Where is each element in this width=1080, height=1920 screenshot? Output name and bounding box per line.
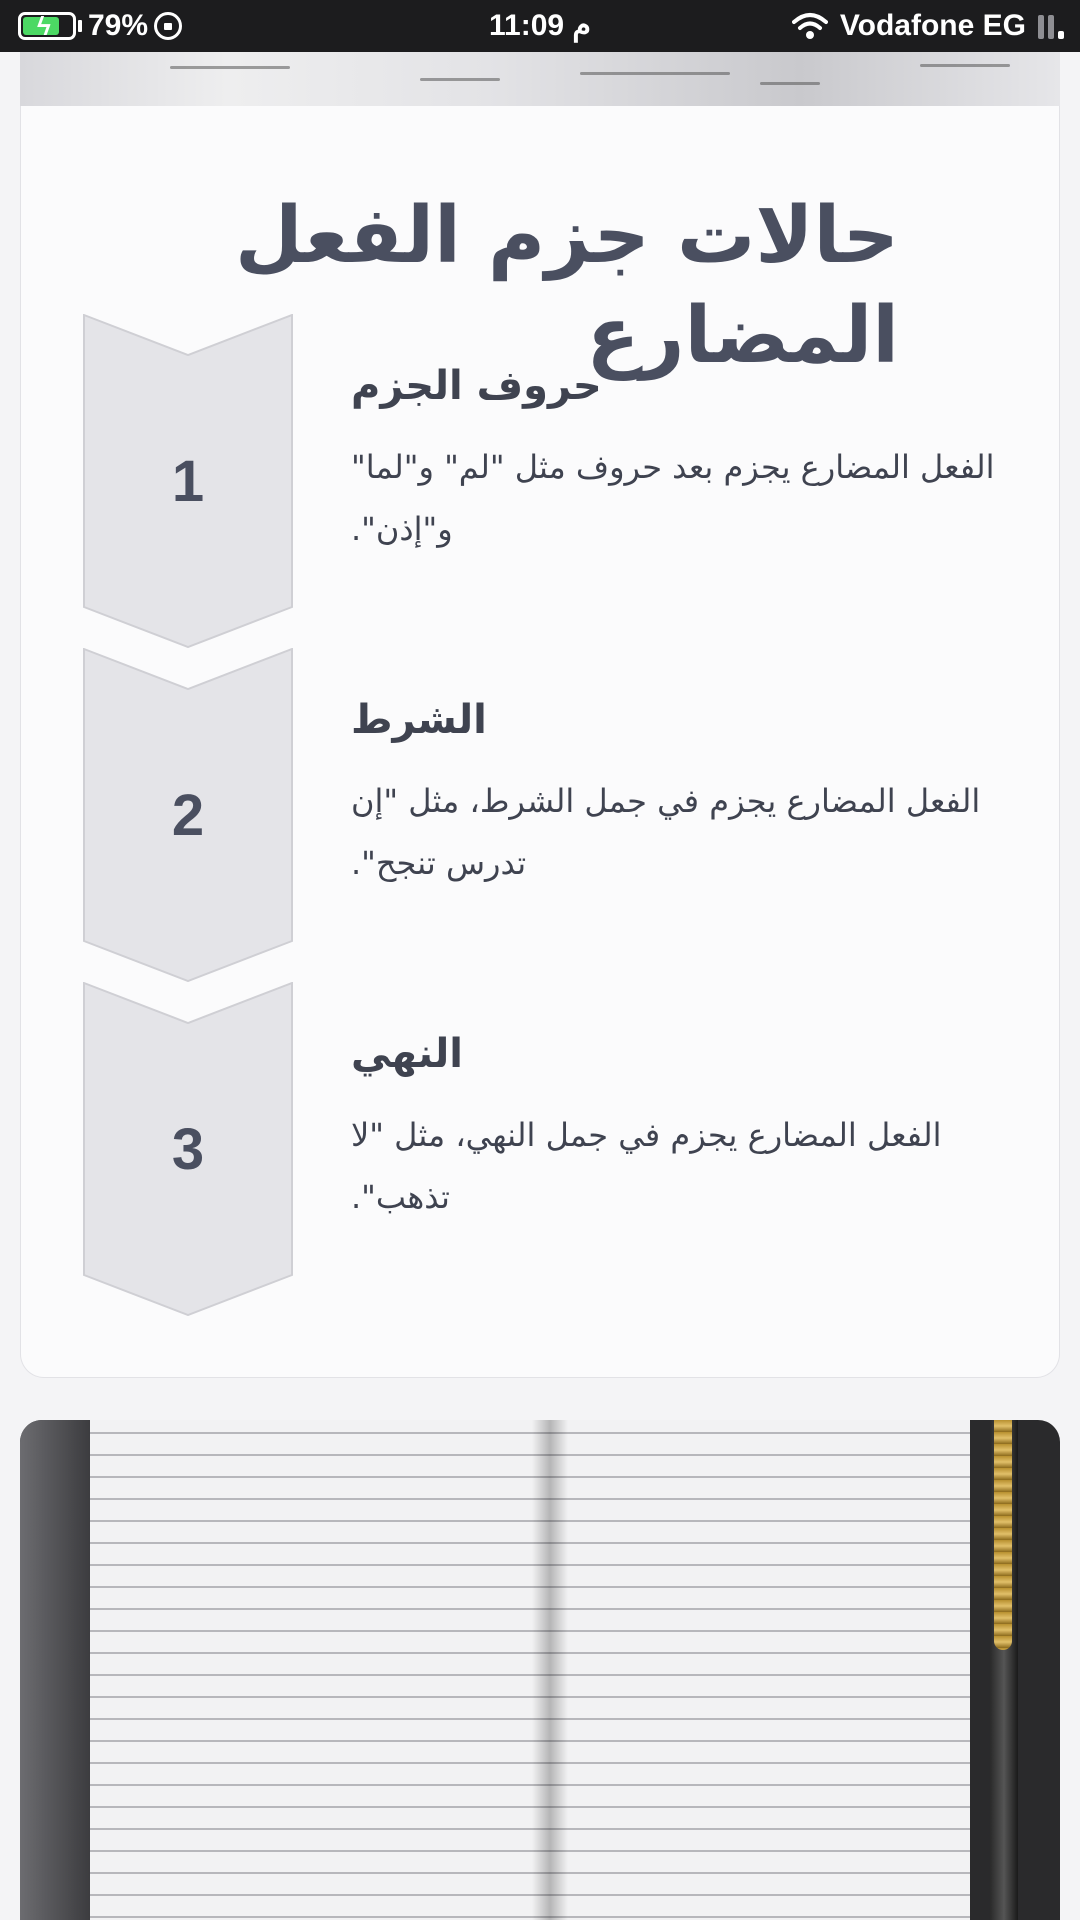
content-card: [20, 106, 1060, 1378]
step-1-chevron: [83, 314, 293, 648]
status-bar: [0, 0, 1080, 52]
step-3-body: الفعل المضارع يجزم في جمل النهي، مثل "لا تذهب".: [351, 1116, 942, 1216]
book-right-page: [550, 1420, 970, 1920]
header-photo: [20, 52, 1060, 106]
step-2-text: [351, 692, 1001, 894]
step-2-chevron: [83, 648, 293, 982]
battery-percent: 79%: [88, 9, 149, 42]
step-1-heading: حروف الجزم: [351, 363, 602, 409]
cellular-signal-icon: [1038, 13, 1064, 39]
status-time: 11:09 م: [489, 9, 591, 42]
wifi-icon: [792, 12, 828, 40]
step-3-chevron: [83, 982, 293, 1316]
step-1-number: 1: [171, 448, 205, 514]
step-1-body: الفعل المضارع يجزم بعد حروف مثل "لم" و"لما" و"إذن".: [351, 448, 995, 548]
pen-clip: [994, 1420, 1012, 1650]
step-1-text: [351, 358, 1001, 560]
step-3-heading: النهي: [351, 1031, 463, 1077]
photo-shadow: [20, 1420, 90, 1920]
step-2-number: 2: [171, 782, 205, 848]
book-photo: [20, 1420, 1060, 1920]
carrier-name: Vodafone EG: [839, 9, 1026, 42]
card-title: حالات جزم الفعل المضارع: [235, 191, 899, 381]
battery-charging-icon: ϟ: [18, 12, 76, 40]
step-2-heading: الشرط: [351, 697, 487, 743]
step-3-text: [351, 1026, 1001, 1228]
step-2-body: الفعل المضارع يجزم في جمل الشرط، مثل "إن تدرس تنجح".: [351, 782, 981, 882]
book-gutter: [532, 1420, 568, 1920]
step-3-number: 3: [171, 1116, 205, 1182]
status-right: [792, 8, 1064, 44]
book-left-page: [90, 1420, 550, 1920]
